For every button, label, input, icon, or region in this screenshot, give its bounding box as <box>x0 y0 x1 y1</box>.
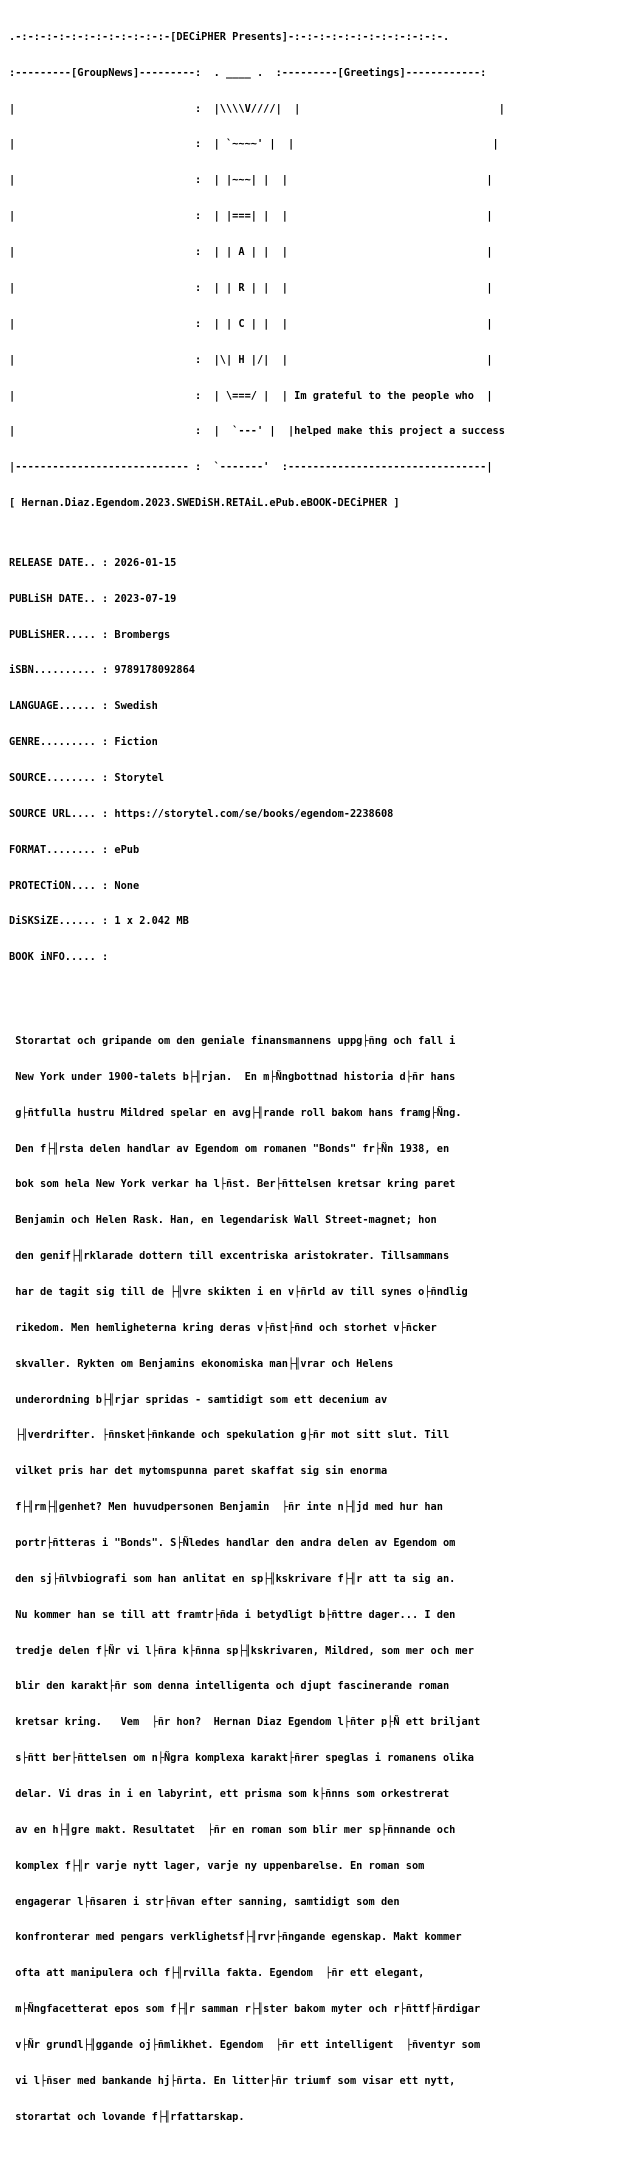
book-info-line: ofta att manipulera och f├╢rvilla fakta. Egendom ├ñr ett elegant, <box>9 1967 425 1980</box>
box-line: | : | |===| | | | <box>9 210 493 223</box>
field-label: FORMAT........ : <box>9 843 115 856</box>
field-value: Storytel <box>114 772 164 784</box>
field-value: Brombergs <box>114 628 171 641</box>
book-info-line: rikedom. Men hemligheterna kring deras v├ñst├ñnd och storhet v├ñcker <box>9 1321 437 1334</box>
nfo-viewer <box>9 8 505 2160</box>
field-label: PUBLiSHER..... : <box>9 628 115 641</box>
box-line: | : | |~~~| | | | <box>9 174 493 187</box>
book-info-line: har de tagit sig till de ├╢vre skikten i en v├ñrld av till synes o├ñndlig <box>9 1285 468 1298</box>
field-row <box>9 701 505 713</box>
book-info-line: g├ñtfulla hustru Mildred spelar en avg├╢rande roll bakom hans framg├Ñng. <box>9 1106 462 1119</box>
book-info-line: storartat och lovande f├╢rfattarskap. <box>9 2110 245 2123</box>
book-info-line: delar. Vi dras in i en labyrint, ett prisma som k├ñnns som orkestrerat <box>9 1788 450 1801</box>
field-row <box>9 558 505 570</box>
release-title: [ Hernan.Diaz.Egendom.2023.SWEDiSH.RETAiL.ePub.eBOOK-DECiPHER ] <box>9 497 400 510</box>
box-line: |---------------------------- : `-------' :--------------------------------| <box>9 461 493 474</box>
field-label: iSBN.......... : <box>9 664 115 677</box>
field-label: DiSKSiZE...... : <box>9 915 115 928</box>
box-line: | : | `~~~~' | | | <box>9 138 499 151</box>
field-label: SOURCE URL.... : <box>9 807 115 820</box>
field-row <box>9 665 505 677</box>
book-info-line: komplex f├╢r varje nytt lager, varje ny uppenbarelse. En roman som <box>9 1859 425 1872</box>
field-label: RELEASE DATE.. : <box>9 556 115 569</box>
book-info-line: av en h├╢gre makt. Resultatet ├ñr en roman som blir mer sp├ñnnande och <box>9 1823 456 1836</box>
field-row <box>9 809 505 821</box>
field-label: PROTECTiON.... : <box>9 879 115 892</box>
book-info-line: den genif├╢rklarade dottern till excentriska aristokrater. Tillsammans <box>9 1250 450 1263</box>
book-info-line: ├╢verdrifter. ├ñnsket├ñnkande och spekulation g├ñr mot sitt slut. Till <box>9 1429 450 1442</box>
field-value: Swedish <box>114 700 158 713</box>
box-line: | : | | C | | | | <box>9 317 493 330</box>
field-label: PUBLiSH DATE.. : <box>9 592 115 605</box>
field-value: 2023-07-19 <box>114 592 177 605</box>
box-line: | : | \===/ | | Im grateful to the people who | <box>9 389 493 402</box>
field-row <box>9 630 505 642</box>
field-row <box>9 952 505 964</box>
field-value: ePub <box>114 843 140 856</box>
book-info-line: tredje delen f├Ñr vi l├ñra k├ñnna sp├╢kskrivaren, Mildred, som mer och mer <box>9 1644 474 1657</box>
box-line: | : | | R | | | | <box>9 281 493 294</box>
box-line: | : | `---' | |helped make this project a success <box>9 425 505 438</box>
book-info-line: skvaller. Rykten om Benjamins ekonomiska man├╢vrar och Helens <box>9 1357 394 1370</box>
field-value: Fiction <box>114 736 158 749</box>
field-label: BOOK iNFO..... : <box>9 951 115 964</box>
book-info-line: kretsar kring. Vem ├ñr hon? Hernan Diaz Egendom l├ñter p├Ñ ett briljant <box>9 1716 481 1729</box>
book-info-text <box>9 1012 505 2148</box>
book-info-line: f├╢rm├╢genhet? Men huvudpersonen Benjamin ├ñr inte n├╢jd med hur han <box>9 1501 443 1514</box>
book-info-line: New York under 1900-talets b├╢rjan. En m├Ñngbottnad historia d├ñr hans <box>9 1070 456 1083</box>
book-info-line: engagerar l├ñsaren i str├ñvan efter sanning, samtidigt som den <box>9 1895 400 1908</box>
field-row <box>9 594 505 606</box>
field-value: 2026-01-15 <box>114 556 177 569</box>
field-row <box>9 916 505 928</box>
book-info-line: portr├ñtteras i "Bonds". S├Ñledes handlar den andra delen av Egendom om <box>9 1537 456 1549</box>
release-fields <box>9 534 505 988</box>
field-row <box>9 737 505 749</box>
field-row <box>9 881 505 893</box>
box-line: | : |\\\\V////| | | <box>9 102 505 115</box>
field-row <box>9 845 505 857</box>
book-info-line: Den f├╢rsta delen handlar av Egendom om romanen "Bonds" fr├Ñn 1938, en <box>9 1142 450 1155</box>
field-value: 9789178092864 <box>114 664 195 677</box>
field-row <box>9 773 505 785</box>
book-info-line: s├ñtt ber├ñttelsen om n├Ñgra komplexa karakt├ñrer speglas i romanens olika <box>9 1752 474 1765</box>
book-info-line: Benjamin och Helen Rask. Han, en legendarisk Wall Street-magnet; hon <box>9 1214 437 1227</box>
field-label: GENRE......... : <box>9 736 115 749</box>
field-value: 1 x 2.042 MB <box>114 915 189 928</box>
field-label: SOURCE........ : <box>9 772 115 784</box>
book-info-line: Storartat och gripande om den geniale finansmannens uppg├ñng och fall i <box>9 1034 456 1047</box>
book-info-line: Nu kommer han se till att framtr├ñda i betydligt b├ñttre dager... I den <box>9 1608 456 1621</box>
field-value: None <box>114 879 140 892</box>
book-info-line: den sj├ñlvbiografi som han anlitat en sp├╢kskrivare f├╢r att ta sig an. <box>9 1572 456 1585</box>
book-info-line: vi l├ñser med bankande hj├ñrta. En litter├ñr triumf som visar ett nytt, <box>9 2074 456 2087</box>
field-value: https://storytel.com/se/books/egendom-2238608 <box>114 807 394 820</box>
field-label: LANGUAGE...... : <box>9 700 115 713</box>
book-info-line: blir den karakt├ñr som denna intelligenta och djupt fascinerande roman <box>9 1680 450 1693</box>
box-line: | : | | A | | | | <box>9 246 493 259</box>
top-border: .-:-:-:-:-:-:-:-:-:-:-:-:-[DECiPHER Presents]-:-:-:-:-:-:-:-:-:-:-:-:-. <box>9 30 450 43</box>
book-info-line: m├Ñngfacetterat epos som f├╢r samman r├╢ster bakom myter och r├ñttf├ñrdigar <box>9 2003 481 2016</box>
book-info-line: v├Ñr grundl├╢ggande oj├ñmlikhet. Egendom ├ñr ett intelligent ├ñventyr som <box>9 2039 481 2052</box>
box-line: :---------[GroupNews]---------: . ____ . :---------[Greetings]------------: <box>9 66 487 79</box>
book-info-line: underordning b├╢rjar spridas - samtidigt som ett decenium av <box>9 1393 388 1406</box>
box-line: | : |\| H |/| | | <box>9 353 493 366</box>
book-info-line: bok som hela New York verkar ha l├ñst. Ber├ñttelsen kretsar kring paret <box>9 1178 456 1191</box>
book-info-line: konfronterar med pengars verklighetsf├╢rvr├ñngande egenskap. Makt kommer <box>9 1931 462 1944</box>
book-info-line: vilket pris har det mytomspunna paret skaffat sig sin enorma <box>9 1465 388 1478</box>
